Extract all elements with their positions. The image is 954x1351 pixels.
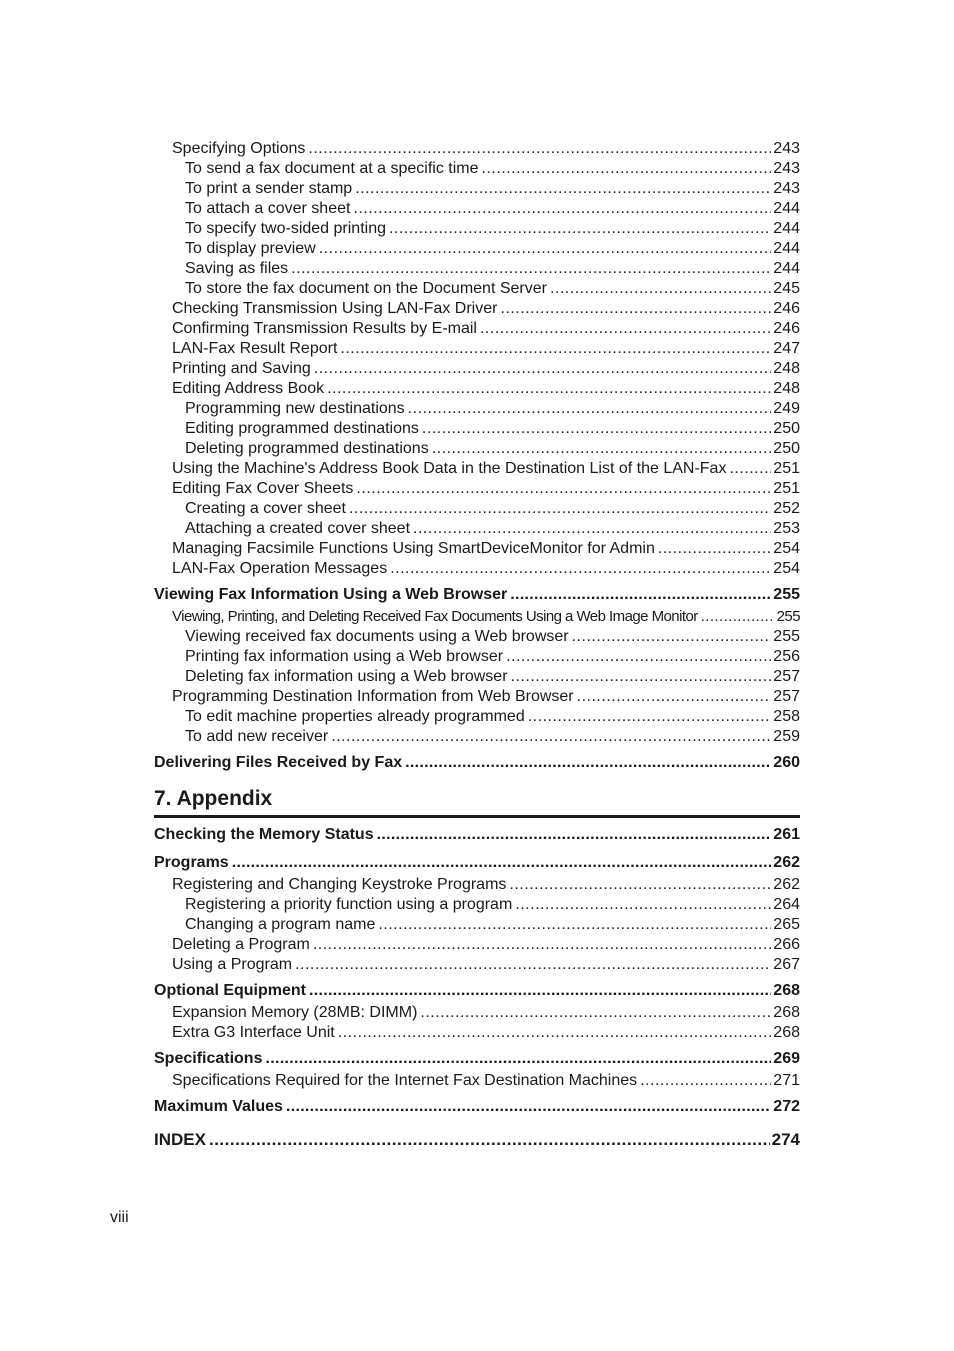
- toc-entry-title: Managing Facsimile Functions Using SmartDeviceMonitor for Admin: [172, 539, 658, 559]
- toc-leader-dots: [338, 1023, 772, 1043]
- toc-entry-page: 251: [773, 480, 800, 497]
- toc-entry[interactable]: [154, 179, 800, 199]
- toc-entry-page: 253: [773, 520, 800, 537]
- toc-entry-page: 244: [773, 220, 800, 237]
- toc-entry-title: Confirming Transmission Results by E-mail: [172, 319, 480, 339]
- toc-entry[interactable]: [154, 539, 800, 559]
- toc-entry-page: 255: [776, 608, 800, 625]
- toc-entry-page: 272: [771, 1095, 800, 1119]
- toc-leader-dots: [291, 259, 771, 279]
- toc-entry-title: Deleting fax information using a Web browser: [185, 667, 511, 687]
- toc-leader-dots: [313, 935, 771, 955]
- toc-entry-title: Printing fax information using a Web browser: [185, 647, 506, 667]
- toc-entry-page: 268: [771, 979, 800, 1003]
- toc-entry-page: 257: [773, 668, 800, 685]
- toc-entry[interactable]: [154, 1023, 800, 1043]
- toc-entry-title: To display preview: [185, 239, 319, 259]
- toc-entry[interactable]: [154, 627, 800, 647]
- toc-entry-title: Specifications Required for the Internet Fax Destination Machines: [172, 1071, 640, 1091]
- toc-entry-page: 251: [773, 460, 800, 477]
- toc-entry-title: Specifications: [154, 1047, 265, 1071]
- toc-entry-page: 259: [773, 728, 800, 745]
- chapter-heading: 7. Appendix: [154, 787, 273, 810]
- toc-entry-title: Viewing, Printing, and Deleting Received Fax Documents Using a Web Image Monitor: [172, 607, 701, 627]
- toc-entry-title: To print a sender stamp: [185, 179, 355, 199]
- toc-entry-title: Programs: [154, 851, 232, 875]
- toc-entry[interactable]: [154, 707, 800, 727]
- toc-leader-dots: [377, 823, 772, 847]
- toc-entry-title: Programming Destination Information from Web Browser: [172, 687, 577, 707]
- toc-entry[interactable]: [154, 955, 800, 975]
- toc-entry-title: Specifying Options: [172, 139, 308, 159]
- toc-entry-page: 248: [773, 360, 800, 377]
- toc-entry-page: 246: [773, 300, 800, 317]
- toc-entry[interactable]: [154, 851, 800, 875]
- toc-entry-page: 256: [773, 648, 800, 665]
- toc-leader-dots: [389, 219, 771, 239]
- toc-entry-page: 267: [773, 956, 800, 973]
- toc-entry-title: Editing Address Book: [172, 379, 327, 399]
- toc-leader-dots: [480, 319, 771, 339]
- toc-entry[interactable]: [154, 159, 800, 179]
- toc-entry[interactable]: [154, 687, 800, 707]
- toc-entry-page: 265: [773, 916, 800, 933]
- toc-leader-dots: [209, 1127, 770, 1153]
- toc-entry[interactable]: [154, 279, 800, 299]
- appendix-toc-list: [154, 823, 800, 1119]
- toc-entry-page: 274: [770, 1127, 800, 1153]
- toc-entry[interactable]: [154, 935, 800, 955]
- toc-entry-page: 244: [773, 260, 800, 277]
- toc-entry[interactable]: [154, 379, 800, 399]
- toc-entry-page: 247: [773, 340, 800, 357]
- toc-leader-dots: [577, 687, 772, 707]
- toc-entry-title: To specify two-sided printing: [185, 219, 389, 239]
- toc-entry-page: 243: [773, 180, 800, 197]
- toc-entry-page: 248: [773, 380, 800, 397]
- toc-entry-page: 246: [773, 320, 800, 337]
- toc-leader-dots: [420, 1003, 771, 1023]
- toc-entry[interactable]: [154, 339, 800, 359]
- toc-entry-title: Registering and Changing Keystroke Programs: [172, 875, 509, 895]
- toc-entry[interactable]: [154, 895, 800, 915]
- toc-entry[interactable]: [154, 459, 800, 479]
- toc-entry[interactable]: [154, 399, 800, 419]
- toc-entry-page: 254: [773, 560, 800, 577]
- toc-entry-title: Using the Machine's Address Book Data in the Destination List of the LAN-Fax: [172, 459, 729, 479]
- toc-entry[interactable]: [154, 1047, 800, 1071]
- toc-entry-page: 245: [773, 280, 800, 297]
- toc-entry-page: 244: [773, 200, 800, 217]
- toc-entry[interactable]: [154, 499, 800, 519]
- toc-entry[interactable]: [154, 479, 800, 499]
- toc-entry[interactable]: [154, 439, 800, 459]
- toc-entry-title: Editing programmed destinations: [185, 419, 422, 439]
- toc-leader-dots: [331, 727, 771, 747]
- toc-leader-dots: [500, 299, 771, 319]
- toc-entry-title: Checking the Memory Status: [154, 823, 377, 847]
- toc-entry-title: Editing Fax Cover Sheets: [172, 479, 356, 499]
- toc-entry-title: Deleting a Program: [172, 935, 313, 955]
- toc-leader-dots: [510, 583, 771, 607]
- toc-entry-title: Extra G3 Interface Unit: [172, 1023, 338, 1043]
- toc-leader-dots: [353, 199, 771, 219]
- toc-leader-dots: [390, 559, 771, 579]
- toc-entry[interactable]: [154, 259, 800, 279]
- toc-entry[interactable]: [154, 319, 800, 339]
- toc-leader-dots: [640, 1071, 771, 1091]
- toc-entry[interactable]: [154, 607, 800, 627]
- toc-entry[interactable]: [154, 1003, 800, 1023]
- toc-entry-page: 257: [773, 688, 800, 705]
- toc-list: [154, 139, 800, 775]
- toc-leader-dots: [378, 915, 771, 935]
- toc-leader-dots: [572, 627, 772, 647]
- chapter-divider: [154, 815, 800, 818]
- toc-entry-page: 243: [773, 160, 800, 177]
- toc-entry-index[interactable]: [154, 1127, 800, 1153]
- toc-entry[interactable]: [154, 751, 800, 775]
- toc-entry[interactable]: [154, 915, 800, 935]
- toc-leader-dots: [356, 479, 771, 499]
- toc-entry[interactable]: [154, 559, 800, 579]
- toc-leader-dots: [413, 519, 771, 539]
- toc-entry-title: Registering a priority function using a program: [185, 895, 515, 915]
- toc-entry-title: Maximum Values: [154, 1095, 286, 1119]
- toc-entry[interactable]: [154, 199, 800, 219]
- toc-entry[interactable]: [154, 583, 800, 607]
- toc-entry-page: 264: [773, 896, 800, 913]
- toc-leader-dots: [405, 751, 771, 775]
- toc-leader-dots: [265, 1047, 771, 1071]
- toc-entry[interactable]: [154, 875, 800, 895]
- toc-leader-dots: [658, 539, 771, 559]
- toc-entry-page: 269: [771, 1047, 800, 1071]
- toc-entry-title: Delivering Files Received by Fax: [154, 751, 405, 775]
- toc-leader-dots: [308, 139, 771, 159]
- toc-entry[interactable]: [154, 979, 800, 1003]
- toc-entry-page: 243: [773, 140, 800, 157]
- toc-entry-title: Using a Program: [172, 955, 295, 975]
- toc-entry-title: Optional Equipment: [154, 979, 309, 1003]
- toc-entry-title: INDEX: [154, 1127, 209, 1153]
- toc-leader-dots: [309, 979, 771, 1003]
- toc-entry-title: Changing a program name: [185, 915, 378, 935]
- toc-entry[interactable]: [154, 239, 800, 259]
- toc-leader-dots: [481, 159, 771, 179]
- toc-leader-dots: [355, 179, 771, 199]
- toc-entry[interactable]: [154, 667, 800, 687]
- toc-entry-page: 255: [771, 583, 800, 607]
- toc-leader-dots: [506, 647, 771, 667]
- toc-entry-title: Programming new destinations: [185, 399, 408, 419]
- toc-entry-title: To store the fax document on the Document Server: [185, 279, 550, 299]
- toc-leader-dots: [340, 339, 771, 359]
- table-of-contents: [154, 139, 800, 1153]
- toc-entry-title: Creating a cover sheet: [185, 499, 349, 519]
- toc-entry-page: 258: [773, 708, 800, 725]
- toc-entry-title: Printing and Saving: [172, 359, 314, 379]
- toc-leader-dots: [528, 707, 772, 727]
- toc-entry-page: 250: [773, 420, 800, 437]
- toc-entry-page: 249: [773, 400, 800, 417]
- toc-entry-title: Checking Transmission Using LAN-Fax Driver: [172, 299, 500, 319]
- toc-entry-title: Viewing Fax Information Using a Web Browser: [154, 583, 510, 607]
- toc-leader-dots: [349, 499, 771, 519]
- toc-entry[interactable]: [154, 823, 800, 847]
- toc-leader-dots: [509, 875, 771, 895]
- toc-leader-dots: [295, 955, 771, 975]
- toc-leader-dots: [319, 239, 772, 259]
- toc-entry-title: Deleting programmed destinations: [185, 439, 432, 459]
- toc-entry[interactable]: [154, 647, 800, 667]
- toc-entry[interactable]: [154, 519, 800, 539]
- toc-leader-dots: [729, 459, 771, 479]
- toc-entry-page: 244: [773, 240, 800, 257]
- toc-entry-title: To edit machine properties already programmed: [185, 707, 528, 727]
- toc-leader-dots: [408, 399, 772, 419]
- toc-entry[interactable]: [154, 139, 800, 159]
- toc-entry-title: To send a fax document at a specific time: [185, 159, 481, 179]
- toc-entry[interactable]: [154, 359, 800, 379]
- toc-entry-page: 268: [773, 1024, 800, 1041]
- toc-entry-title: Attaching a created cover sheet: [185, 519, 413, 539]
- toc-entry-page: 260: [771, 751, 800, 775]
- toc-leader-dots: [314, 359, 772, 379]
- toc-entry-title: LAN-Fax Result Report: [172, 339, 340, 359]
- toc-entry-title: To attach a cover sheet: [185, 199, 353, 219]
- toc-leader-dots: [422, 419, 771, 439]
- toc-entry-page: 261: [771, 823, 800, 847]
- toc-leader-dots: [701, 607, 775, 627]
- toc-entry[interactable]: [154, 219, 800, 239]
- toc-entry-page: 254: [773, 540, 800, 557]
- page-number: viii: [110, 1209, 129, 1226]
- toc-entry-title: To add new receiver: [185, 727, 331, 747]
- toc-entry-title: Saving as files: [185, 259, 291, 279]
- toc-leader-dots: [511, 667, 772, 687]
- toc-entry-title: Viewing received fax documents using a Web browser: [185, 627, 572, 647]
- toc-entry[interactable]: [154, 727, 800, 747]
- toc-entry[interactable]: [154, 419, 800, 439]
- toc-leader-dots: [550, 279, 771, 299]
- toc-entry[interactable]: [154, 1095, 800, 1119]
- toc-entry[interactable]: [154, 1071, 800, 1091]
- toc-entry-page: 271: [773, 1072, 800, 1089]
- toc-entry-title: Expansion Memory (28MB: DIMM): [172, 1003, 420, 1023]
- toc-entry-page: 266: [773, 936, 800, 953]
- toc-entry-page: 250: [773, 440, 800, 457]
- toc-leader-dots: [286, 1095, 771, 1119]
- toc-leader-dots: [232, 851, 772, 875]
- toc-leader-dots: [515, 895, 771, 915]
- toc-entry[interactable]: [154, 299, 800, 319]
- toc-entry-title: LAN-Fax Operation Messages: [172, 559, 390, 579]
- toc-entry-page: 255: [773, 628, 800, 645]
- toc-leader-dots: [432, 439, 772, 459]
- toc-entry-page: 268: [773, 1004, 800, 1021]
- toc-entry-page: 252: [773, 500, 800, 517]
- toc-entry-page: 262: [773, 876, 800, 893]
- toc-leader-dots: [327, 379, 771, 399]
- toc-entry-page: 262: [771, 851, 800, 875]
